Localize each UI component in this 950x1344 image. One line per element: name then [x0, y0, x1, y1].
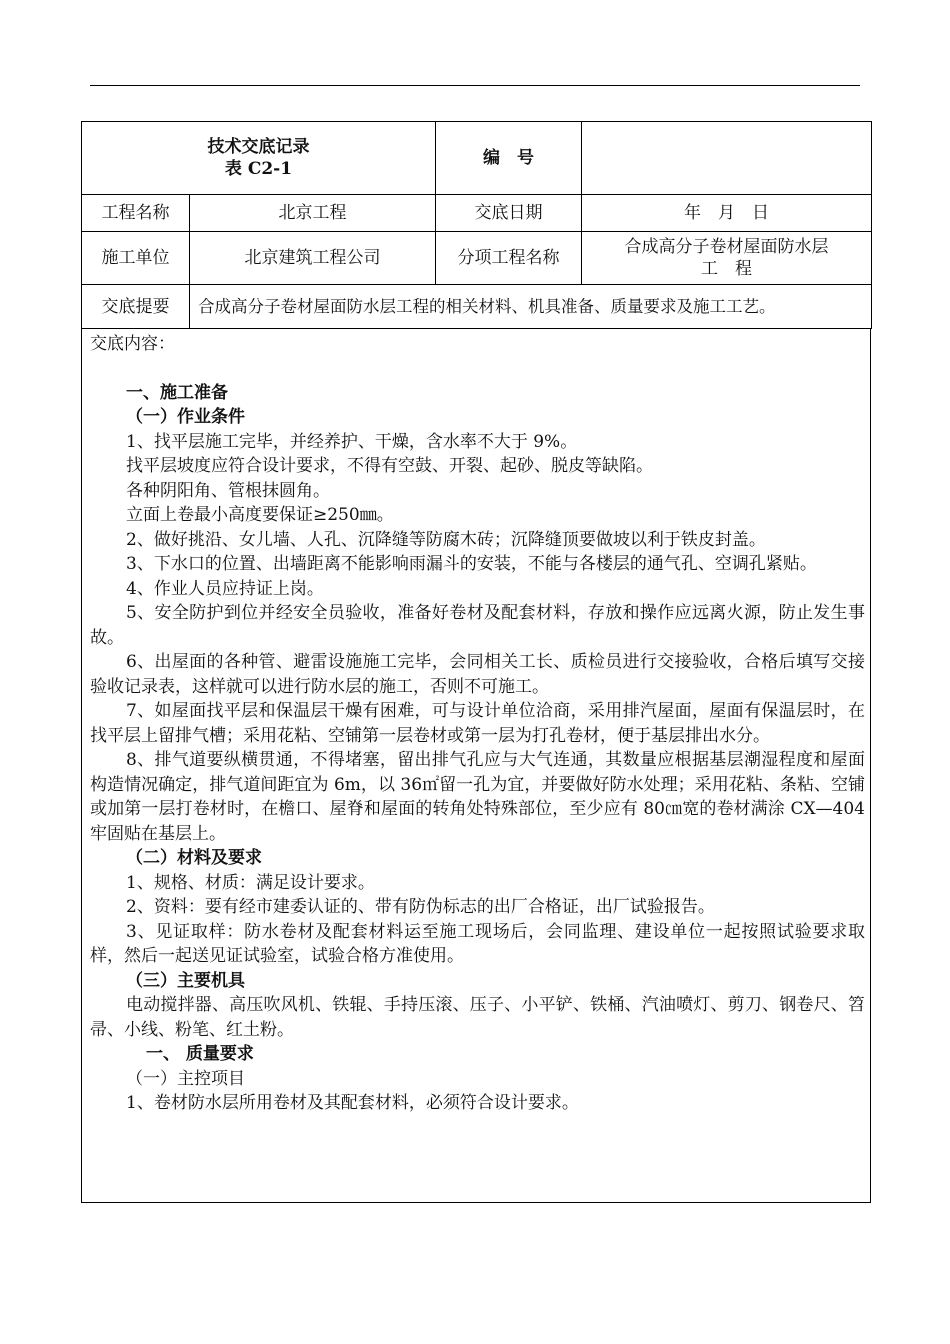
paragraph: 3、下水口的位置、出墙距离不能影响雨漏斗的安装，不能与各楼层的通气孔、空调孔紧贴。: [126, 554, 817, 574]
record-header-table: [81, 121, 872, 329]
project-name-label: 工程名称: [82, 195, 190, 232]
header-rule: [90, 85, 860, 86]
paragraph: 电动搅拌器、高压吹风机、铁辊、手持压滚、压子、小平铲、铁桶、汽油喷灯、剪刀、钢卷尺、笤帚、小线、粉笔、红土粉。: [90, 995, 865, 1040]
paragraph: 立面上卷最小高度要保证≥250㎜。: [126, 505, 394, 525]
section-construction-prep: 一、施工准备: [126, 382, 228, 403]
paragraph: 1、卷材防水层所用卷材及其配套材料，必须符合设计要求。: [126, 1093, 579, 1113]
form-title-line2: 表 C2-1: [224, 159, 293, 179]
content-intro: 交底内容：: [90, 334, 175, 354]
paragraph: 1、找平层施工完毕，并经养护、干燥，含水率不大于 9%。: [126, 431, 578, 452]
number-label: 编 号: [436, 122, 582, 195]
paragraph: 4、作业人员应持证上岗。: [126, 578, 324, 599]
paragraph: 3、见证取样：防水卷材及配套材料运至施工现场后，会同监理、建设单位一起按照试验要求取样，然后一起送见证试验室，试验合格方准使用。: [90, 921, 865, 966]
unit-label: 施工单位: [82, 232, 190, 285]
date-label: 交底日期: [436, 195, 582, 232]
form-title-line1: 技术交底记录: [207, 137, 310, 157]
number-value: [582, 122, 872, 195]
form-title: [82, 122, 436, 195]
paragraph: 5、安全防护到位并经安全员验收，准备好卷材及配套材料，存放和操作应远离火源，防止发生事故。: [90, 603, 865, 648]
paragraph: 7、如屋面找平层和保温层干燥有困难，可与设计单位洽商，采用排汽屋面，屋面有保温层时，在找平层上留排气槽；采用花粘、空铺第一层卷材或第一层为打孔卷材，便于基层排出水分。: [90, 701, 865, 746]
paragraph: 6、出屋面的各种管、避雷设施施工完毕，会同相关工长、质检员进行交接验收，合格后填写交接验收记录表，这样就可以进行防水层的施工，否则不可施工。: [90, 652, 865, 697]
paragraph: 2、做好挑沿、女儿墙、人孔、沉降缝等防腐木砖；沉降缝顶要做坡以利于铁皮封盖。: [126, 529, 766, 550]
paragraph: 2、资料：要有经市建委认证的、带有防伪标志的出厂合格证，出厂试验报告。: [126, 897, 715, 917]
project-name-value: 北京工程: [190, 195, 436, 232]
paragraph: 1、规格、材质：满足设计要求。: [126, 872, 375, 893]
sub-project-value-line2: 工 程: [701, 259, 752, 279]
sub-project-label: 分项工程名称: [436, 232, 582, 285]
summary-value: 合成高分子卷材屋面防水层工程的相关材料、机具准备、质量要求及施工工艺。: [190, 285, 872, 329]
content-body: [90, 332, 865, 1116]
unit-value: 北京建筑工程公司: [190, 232, 436, 285]
subsection-main-control: （一）主控项目: [126, 1068, 245, 1089]
subsection-work-conditions: （一）作业条件: [126, 407, 245, 427]
paragraph: 各种阴阳角、管根抹圆角。: [126, 480, 330, 501]
date-value: 年 月 日: [582, 195, 872, 232]
subsection-materials: （二）材料及要求: [126, 848, 262, 868]
subsection-tools: （三）主要机具: [126, 970, 245, 991]
section-quality-requirements: 一、 质量要求: [146, 1044, 254, 1064]
summary-label: 交底提要: [82, 285, 190, 329]
paragraph: 8、排气道要纵横贯通，不得堵塞，留出排气孔应与大气连通，其数量应根据基层潮湿程度和屋面构造情况确定，排气道间距宜为 6m，以 36㎡留一孔为宜，并要做好防水处理；采用花粘、条粘、空铺或加第一层打卷材时，在檐口、屋脊和屋面的转角处特殊部位，至少应有 80㎝宽的卷材满涂 CX—404 牢固贴在基层上。: [90, 750, 865, 844]
paragraph: 找平层坡度应符合设计要求，不得有空鼓、开裂、起砂、脱皮等缺陷。: [126, 456, 653, 476]
sub-project-value: [582, 232, 872, 285]
sub-project-value-line1: 合成高分子卷材屋面防水层: [624, 237, 829, 257]
